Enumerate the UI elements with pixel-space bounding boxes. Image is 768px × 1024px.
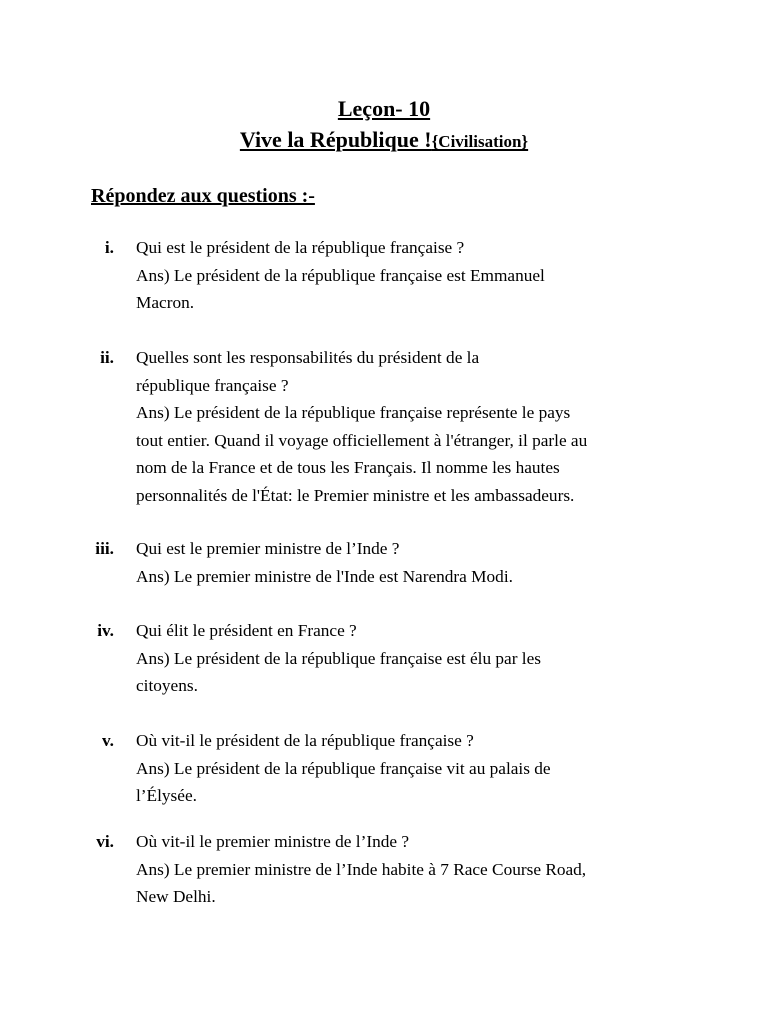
- question-text: Quelles sont les responsabilités du président de la: [136, 348, 480, 367]
- lesson-number: [0, 95, 768, 123]
- answer-line: Ans) Le premier ministre de l'Inde est Narendra Modi.: [136, 566, 513, 586]
- question-number: v.: [101, 731, 114, 750]
- question-number: i.: [104, 238, 114, 257]
- question-text: Qui élit le président en France ?: [136, 621, 357, 640]
- question-number: iii.: [95, 539, 114, 558]
- question-text: Qui est le premier ministre de l’Inde ?: [136, 539, 400, 558]
- answer-line: Ans) Le président de la république française est élu par les: [136, 648, 541, 668]
- question-body: [136, 234, 676, 317]
- question-number: vi.: [96, 832, 114, 851]
- answer-line: personnalités de l'État: le Premier ministre et les ambassadeurs.: [136, 485, 575, 505]
- section-heading: Répondez aux questions :-: [91, 185, 315, 207]
- answer-line: nom de la France et de tous les Français. Il nomme les hautes: [136, 458, 560, 477]
- question-text: Qui est le président de la république française ?: [136, 238, 465, 257]
- answer-line: tout entier. Quand il voyage officiellement à l'étranger, il parle au: [136, 430, 588, 450]
- question-text: Où vit-il le président de la république française ?: [136, 731, 474, 750]
- question-text: république française ?: [136, 375, 289, 395]
- answer-line: New Delhi.: [136, 887, 216, 906]
- answer-line: Macron.: [136, 293, 195, 312]
- answer-line: Ans) Le président de la république française est Emmanuel: [136, 265, 545, 285]
- question-body: [136, 828, 676, 911]
- question-body: [136, 727, 676, 810]
- answer-line: l’Élysée.: [136, 786, 197, 805]
- question-number: iv.: [97, 621, 114, 640]
- lesson-subtitle: {Civilisation}: [431, 132, 529, 151]
- question-body: [136, 344, 676, 509]
- question-number: ii.: [100, 348, 114, 367]
- lesson-title: [0, 126, 768, 156]
- answer-line: Ans) Le président de la république française vit au palais de: [136, 758, 551, 778]
- question-body: [136, 617, 676, 700]
- question-text: Où vit-il le premier ministre de l’Inde ?: [136, 832, 410, 851]
- question-body: [136, 535, 676, 590]
- answer-line: Ans) Le premier ministre de l’Inde habite à 7 Race Course Road,: [136, 859, 587, 879]
- answer-line: Ans) Le président de la république française représente le pays: [136, 403, 571, 422]
- answer-line: citoyens.: [136, 676, 198, 695]
- lesson-number-text: Leçon- 10: [337, 96, 431, 121]
- lesson-title-text: Vive la République !: [239, 127, 432, 152]
